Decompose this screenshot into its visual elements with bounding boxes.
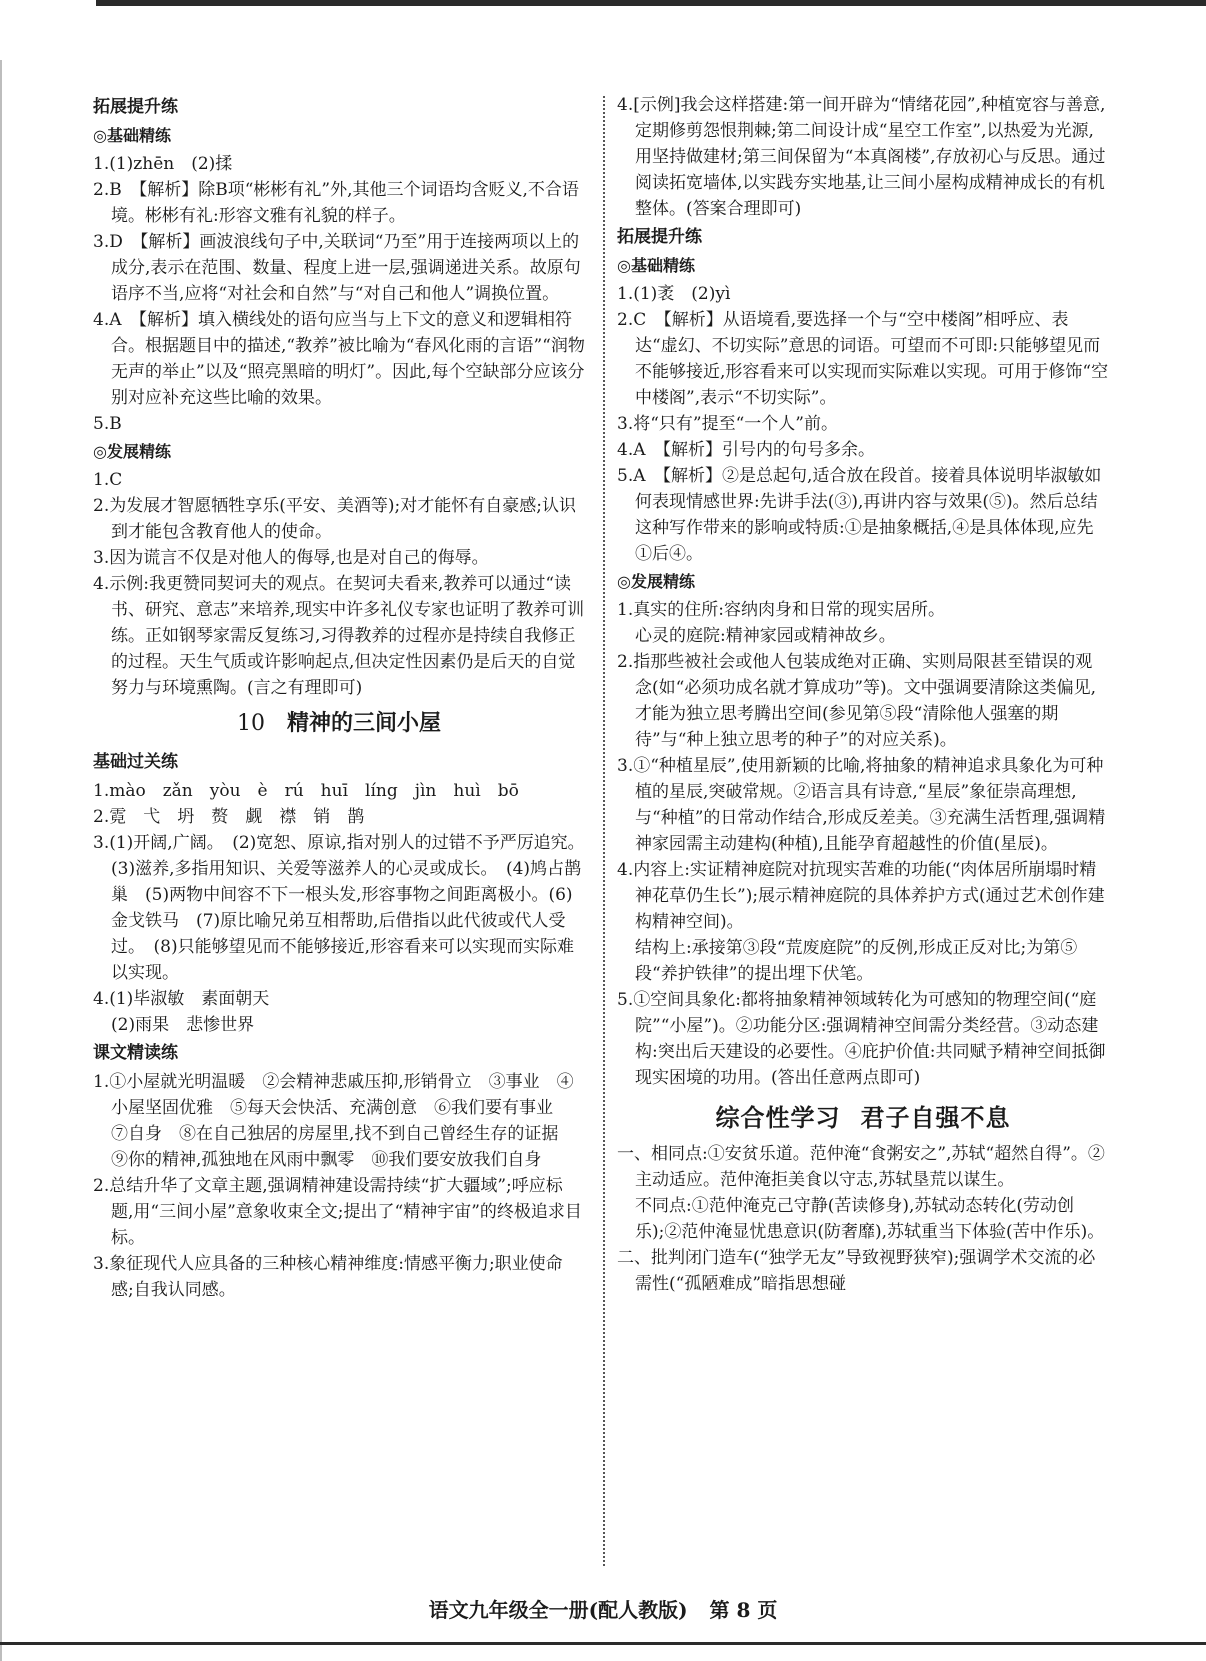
answer-item-continued: 结构上:承接第③段“荒废庭院”的反例,形成正反对比;为第⑤段“养护铁律”的提出埋下伏笔。 [635, 938, 1078, 984]
comprehensive-study-theme: 君子自强不息 [860, 1104, 1011, 1132]
subheading-basic: ◎基础精练 [617, 256, 695, 275]
answer-item: 4.示例:我更赞同契诃夫的观点。在契诃夫看来,教养可以通过“读书、研究、意志”来培养,现实中许多礼仪专家也证明了教养可训练。正如钢琴家需反复练习,习得教养的过程亦是持续自我修正的过程。天生气质或许影响起点,但决定性因素仍是后天的自觉努力与环境熏陶。(言之有理即可) [93, 574, 585, 698]
answer-item: 二、批判闭门造车(“独学无友”导致视野狭窄);强调学术交流的必需性(“孤陋难成”暗指思想碰 [617, 1248, 1096, 1294]
answer-item: 4.[示例]我会这样搭建:第一间开辟为“情绪花园”,种植宽容与善意,定期修剪怨恨荆棘;第二间设计成“星空工作室”,以热爱为光源,用坚持做建材;第三间保留为“本真阁楼”,存放初心与反思。通过阅读拓宽墙体,以实践夯实地基,让三间小屋构成精神成长的有机整体。(答案合理即可) [617, 95, 1106, 219]
answer-item: 3.象征现代人应具备的三种核心精神维度:情感平衡力;职业使命感;自我认同感。 [93, 1254, 563, 1300]
right-column [617, 92, 1109, 1297]
subheading-develop: ◎发展精练 [617, 572, 695, 591]
answer-item: 5.A 【解析】②是总起句,适合放在段首。接着具体说明毕淑敏如何表现情感世界:先讲手法(③),再讲内容与效果(⑤)。然后总结这种写作带来的影响或特质:①是抽象概括,④是具体体现,应先①后④。 [617, 466, 1102, 564]
answer-item: 2.B 【解析】除B项“彬彬有礼”外,其他三个词语均含贬义,不合语境。彬彬有礼:形容文雅有礼貌的样子。 [93, 180, 579, 226]
answer-item: 2.C 【解析】从语境看,要选择一个与“空中楼阁”相呼应、表达“虚幻、不切实际”意思的词语。可望而不可即:只能够望见而不能够接近,形容看来可以实现而实际难以实现。可用于修饰“空中楼阁”,表示“不切实际”。 [617, 310, 1109, 408]
lesson-number: 10 [236, 711, 265, 736]
top-border [96, 0, 1206, 6]
answer-item: 1.①小屋就光明温暖 ②会精神悲戚压抑,形销骨立 ③事业 ④小屋坚固优雅 ⑤每天会快活、充满创意 ⑥我们要有事业 ⑦自身 ⑧在自己独居的房屋里,找不到自己曾经生存的证据 ⑨你的精神,孤独地在风雨中飘零 ⑩我们要安放我们自身 [93, 1072, 576, 1170]
bottom-border [0, 1642, 1206, 1645]
subheading-basic: ◎基础精练 [93, 126, 171, 145]
answer-item: 4.A 【解析】填入横线处的语句应当与上下文的意义和逻辑相符合。根据题目中的描述,“教养”被比喻为“春风化雨的言语”“润物无声的举止”以及“照亮黑暗的明灯”。因此,每个空缺部分应该分别对应补充这些比喻的效果。 [93, 310, 585, 408]
answer-item: 1.(1)zhēn (2)揉 [93, 154, 233, 174]
answer-item-continued: 心灵的庭院:精神家园或精神故乡。 [635, 626, 896, 646]
answer-item: 3.因为谎言不仅是对他人的侮辱,也是对自己的侮辱。 [93, 548, 489, 568]
book-title: 语文九年级全一册(配人教版) [428, 1598, 688, 1622]
answer-item: 1.(1)袤 (2)yì [617, 284, 731, 304]
section-heading-extend: 拓展提升练 [93, 97, 178, 117]
answer-item: 2.为发展才智愿牺牲享乐(平安、美酒等);对才能怀有自豪感;认识到才能包含教育他人的使命。 [93, 496, 576, 542]
section-heading-basic-pass: 基础过关练 [93, 752, 178, 772]
answer-item-continued: (2)雨果 悲惨世界 [111, 1015, 255, 1035]
answer-item: 2.霓 弋 坍 赘 觑 襟 销 鹊 [93, 807, 365, 827]
answer-item: 1.C [93, 470, 123, 490]
answer-item: 1.mào zǎn yòu è rú huī líng jìn huì bō [93, 781, 519, 801]
answer-item: 4.(1)毕淑敏 素面朝天 [93, 989, 270, 1009]
page-footer [0, 1594, 1206, 1623]
answer-item: 1.真实的住所:容纳肉身和日常的现实居所。 [617, 600, 945, 620]
left-scan-edge [0, 60, 2, 1661]
answer-item: 2.总结升华了文章主题,强调精神建设需持续“扩大疆域”;呼应标题,用“三间小屋”意象收束全文;提出了“精神宇宙”的终极追求目标。 [93, 1176, 582, 1248]
answer-item: 一、相同点:①安贫乐道。范仲淹“食粥安之”,苏轼“超然自得”。②主动适应。范仲淹拒美食以守志,苏轼垦荒以谋生。 [617, 1144, 1105, 1190]
answer-item: 3.(1)开阔,广阔。 (2)宽恕、原谅,指对别人的过错不予严厉追究。 (3)滋养,多指用知识、关爱等滋养人的心灵或成长。 (4)鸠占鹊巢 (5)两物中间容不下一根头发,形容事物之间距离极小。(6)金戈铁马 (7)原比喻兄弟互相帮助,后借指以此代彼或代人受过。 (8)只能够望见而不能够接近,形容看来可以实现而实际难以实现。 [93, 833, 594, 983]
lesson-name: 精神的三间小屋 [286, 711, 441, 736]
answer-item: 5.B [93, 414, 122, 434]
section-heading-close-reading: 课文精读练 [93, 1043, 178, 1063]
answer-item: 5.①空间具象化:都将抽象精神领域转化为可感知的物理空间(“庭院”“小屋”)。②功能分区:强调精神空间需分类经营。③动态建构:突出后天建设的必要性。④庇护价值:共同赋予精神空间抵御现实困境的功用。(答出任意两点即可) [617, 990, 1106, 1088]
lesson-title [93, 711, 585, 737]
answer-item: 2.指那些被社会或他人包装成绝对正确、实则局限甚至错误的观念(如“必须功成名就才算成功”等)。文中强调要清除这类偏见,才能为独立思考腾出空间(参见第⑤段“清除他人强塞的期待”与“种上独立思考的种子”的对应关系)。 [617, 652, 1097, 750]
answer-item: 4.内容上:实证精神庭院对抗现实苦难的功能(“肉体居所崩塌时精神花草仍生长”);展示精神庭院的具体养护方式(通过艺术创作建构精神空间)。 [617, 860, 1105, 932]
column-divider [603, 96, 605, 1566]
left-column [93, 92, 594, 1303]
page-number: 第 8 页 [709, 1598, 778, 1622]
comprehensive-study-label: 综合性学习 [715, 1104, 841, 1132]
answer-item: 4.A 【解析】引号内的句号多余。 [617, 440, 875, 460]
section-heading-extend: 拓展提升练 [617, 227, 702, 247]
answer-item-continued: 不同点:①范仲淹克己守静(苦读修身),苏轼动态转化(劳动创乐);②范仲淹显忧患意识(防奢靡),苏轼重当下体验(苦中作乐)。 [635, 1196, 1105, 1242]
answer-item: 3.①“种植星辰”,使用新颖的比喻,将抽象的精神追求具象化为可种植的星辰,突破常规。②语言具有诗意,“星辰”象征崇高理想,与“种植”的日常动作结合,形成反差美。③充满生活哲理,强调精神家园需主动建构(种植),且能孕育超越性的价值(星辰)。 [617, 756, 1106, 854]
answer-item: 3.将“只有”提至“一个人”前。 [617, 414, 838, 434]
comprehensive-study-title [617, 1105, 1109, 1131]
answer-item: 3.D 【解析】画波浪线句子中,关联词“乃至”用于连接两项以上的成分,表示在范围、数量、程度上进一层,强调递进关系。故原句语序不当,应将“对社会和自然”与“对自己和他人”调换位置。 [93, 232, 581, 304]
subheading-develop: ◎发展精练 [93, 442, 171, 461]
